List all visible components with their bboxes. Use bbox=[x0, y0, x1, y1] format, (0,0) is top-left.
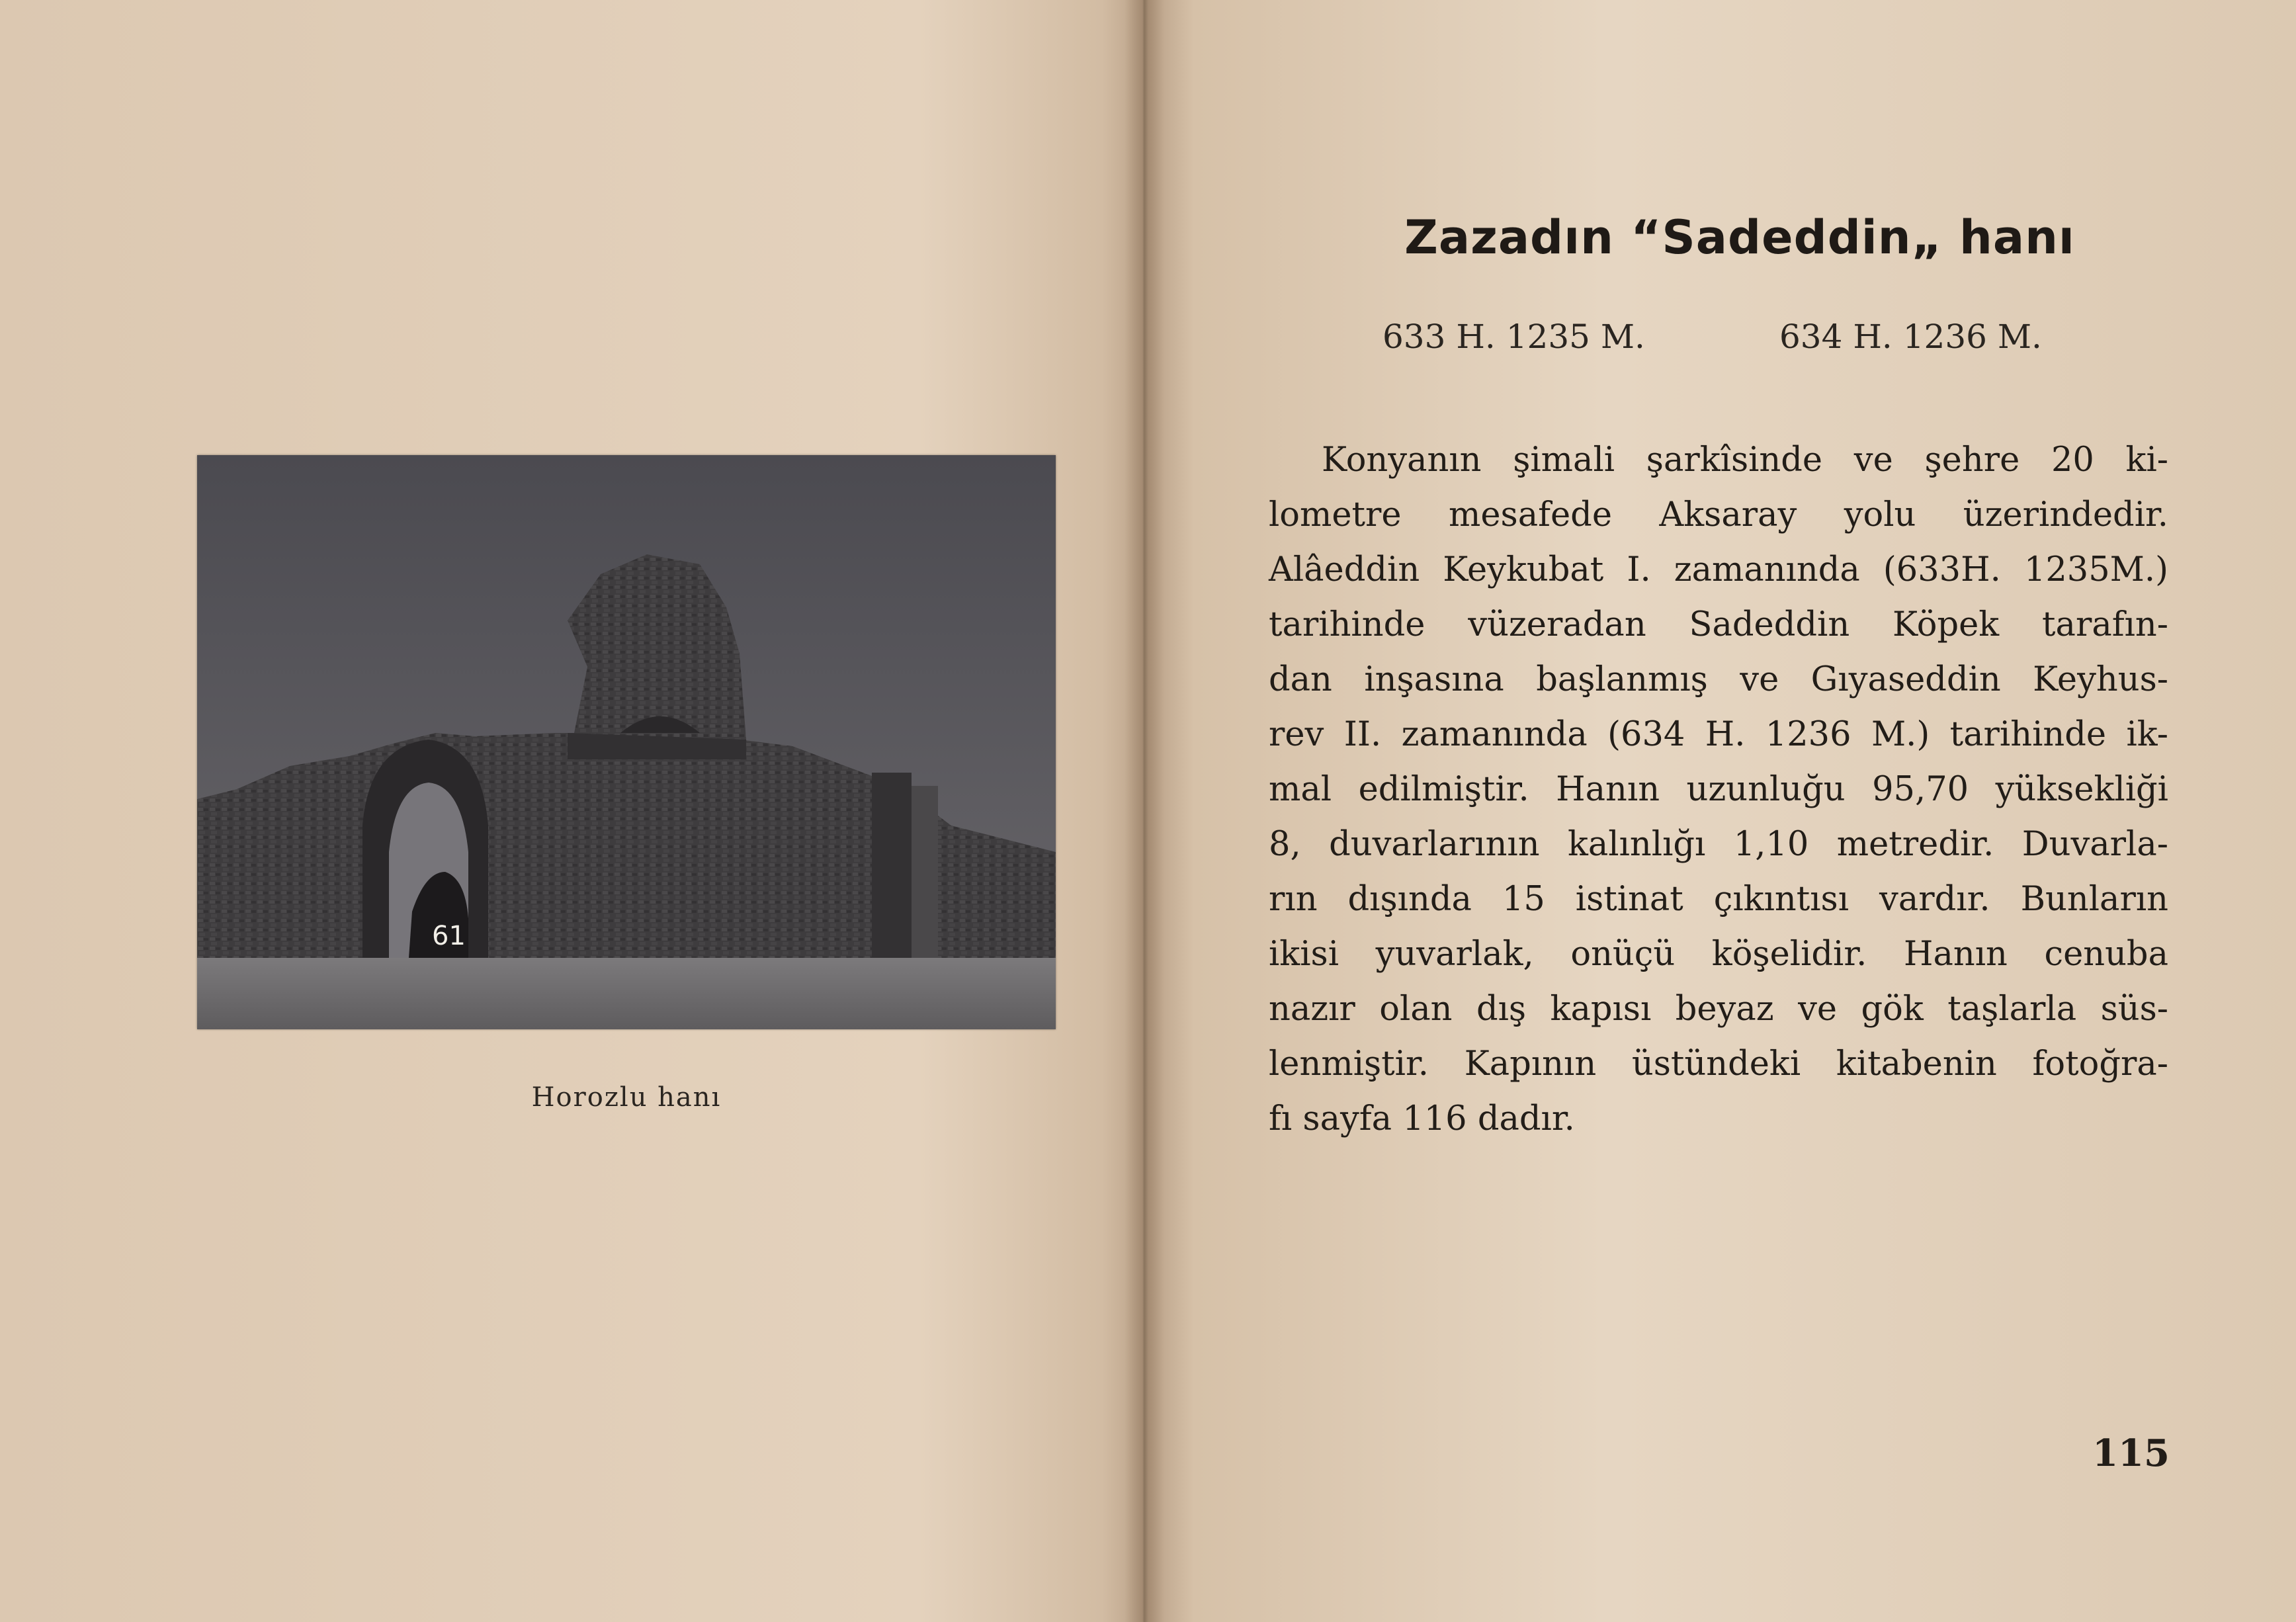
paragraph-line: mal edilmiştir. Hanın uzunluğu 95,70 yüksekliği bbox=[1269, 770, 2168, 809]
paragraph-line: Alâeddin Keykubat I. zamanında (633H. 1235M.) bbox=[1269, 550, 2168, 589]
horozlu-han-photo bbox=[197, 455, 1056, 1029]
paragraph-line: rın dışında 15 istinat çıkıntısı vardır. Bunların bbox=[1269, 880, 2168, 919]
date-start: 633 H. 1235 M. bbox=[1382, 318, 1645, 356]
photo-caption: Horozlu hanı bbox=[531, 1082, 722, 1113]
page-number: 115 bbox=[2092, 1431, 2170, 1475]
page-title: Zazadın “Sadeddin„ hanı bbox=[1404, 210, 2075, 265]
paragraph-line: ikisi yuvarlak, onüçü köşelidir. Hanın cenuba bbox=[1269, 935, 2168, 974]
paragraph-line: lenmiştir. Kapının üstündeki kitabenin fotoğra- bbox=[1269, 1045, 2168, 1084]
ruin-illustration bbox=[197, 455, 1056, 1029]
paragraph-line: fı sayfa 116 dadır. bbox=[1269, 1099, 1575, 1138]
photo-number-label: 61 bbox=[432, 921, 466, 951]
paragraph-line: lometre mesafede Aksaray yolu üzerindedir. bbox=[1269, 495, 2168, 534]
paragraph-line: rev II. zamanında (634 H. 1236 M.) tarihinde ik- bbox=[1269, 715, 2168, 754]
paragraph-line: nazır olan dış kapısı beyaz ve gök taşlarla süs- bbox=[1269, 990, 2168, 1029]
date-end: 634 H. 1236 M. bbox=[1779, 318, 2042, 356]
left-page bbox=[0, 0, 1143, 1622]
paragraph-line: Konyanın şimali şarkîsinde ve şehre 20 ki- bbox=[1322, 441, 2168, 480]
paragraph-line: tarihinde vüzeradan Sadeddin Köpek tarafın- bbox=[1269, 605, 2168, 644]
paragraph-line: 8, duvarlarının kalınlığı 1,10 metredir. Duvarla- bbox=[1269, 825, 2168, 864]
body-paragraph bbox=[1269, 433, 2168, 1146]
paragraph-line: dan inşasına başlanmış ve Gıyaseddin Keyhus- bbox=[1269, 660, 2168, 699]
